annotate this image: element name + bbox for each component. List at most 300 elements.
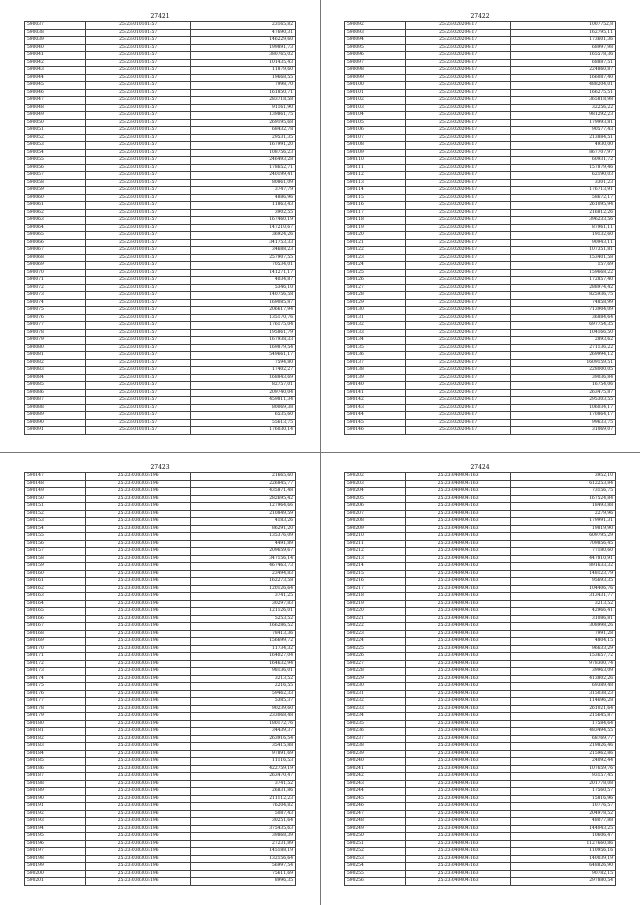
row-number: 590190 xyxy=(25,795,86,803)
cadastral-value: 8996,35 xyxy=(191,878,296,886)
cadastral-number: 25:23:030303:196 xyxy=(86,638,191,646)
cadastral-value: 7594,80 xyxy=(191,359,296,367)
row-number: 590220 xyxy=(345,608,406,616)
cadastral-value: 19668,55 xyxy=(191,74,296,82)
cadastral-value: 157,69 xyxy=(511,262,616,270)
cadastral-number: 25:23:010101:57 xyxy=(86,29,191,37)
table-row xyxy=(345,773,616,781)
cadastral-value: 209740,04 xyxy=(191,389,296,397)
cadastral-number: 25:23:030303:196 xyxy=(86,728,191,736)
cadastral-number: 25:23:040404:163 xyxy=(406,495,511,503)
table-row xyxy=(345,495,616,503)
row-number: 590078 xyxy=(25,329,86,337)
cadastral-number: 25:23:010101:57 xyxy=(86,419,191,427)
table-row xyxy=(25,427,296,435)
table-row xyxy=(25,690,296,698)
page-27422 xyxy=(344,12,616,435)
row-number: 590044 xyxy=(25,74,86,82)
row-number: 590147 xyxy=(25,473,86,481)
row-number: 590132 xyxy=(345,322,406,330)
cadastral-value: 159668,22 xyxy=(511,269,616,277)
table-row xyxy=(25,848,296,856)
table-row xyxy=(345,488,616,496)
cadastral-value: 167938,33 xyxy=(191,337,296,345)
row-number: 590063 xyxy=(25,217,86,225)
cadastral-value: 180172,76 xyxy=(191,720,296,728)
row-number: 590066 xyxy=(25,239,86,247)
row-number: 590207 xyxy=(345,510,406,518)
cadastral-value: 107659,76 xyxy=(511,765,616,773)
cadastral-number: 25:23:020204:17 xyxy=(406,22,511,30)
cadastral-number: 25:23:040404:163 xyxy=(406,578,511,586)
table-row xyxy=(25,600,296,608)
cadastral-value: 169879,54 xyxy=(191,344,296,352)
cadastral-number: 25:23:010101:57 xyxy=(86,397,191,405)
table-row xyxy=(345,675,616,683)
row-number: 590089 xyxy=(25,412,86,420)
table-row xyxy=(25,277,296,285)
cadastral-value: 36884,64 xyxy=(511,314,616,322)
row-number: 590234 xyxy=(345,713,406,721)
row-number: 590178 xyxy=(25,705,86,713)
row-number: 590163 xyxy=(25,593,86,601)
table-row xyxy=(345,419,616,427)
table-row xyxy=(345,503,616,511)
table-row xyxy=(25,59,296,67)
data-table xyxy=(24,21,296,435)
table-row xyxy=(345,44,616,52)
table-row xyxy=(345,104,616,112)
row-number: 590144 xyxy=(345,412,406,420)
row-number: 590113 xyxy=(345,179,406,187)
table-row xyxy=(25,127,296,135)
cadastral-number: 25:23:040404:163 xyxy=(406,878,511,886)
row-number: 590120 xyxy=(345,232,406,240)
cadastral-number: 25:23:040404:163 xyxy=(406,803,511,811)
row-number: 590045 xyxy=(25,82,86,90)
row-number: 590082 xyxy=(25,359,86,367)
cadastral-number: 25:23:040404:163 xyxy=(406,675,511,683)
row-number: 590042 xyxy=(25,59,86,67)
row-number: 590176 xyxy=(25,690,86,698)
table-row xyxy=(25,374,296,382)
cadastral-value: 166275,51 xyxy=(511,89,616,97)
cadastral-number: 25:23:040404:163 xyxy=(406,638,511,646)
cadastral-value: 308998,26 xyxy=(511,623,616,631)
cadastral-number: 25:23:010101:57 xyxy=(86,74,191,82)
cadastral-number: 25:23:030303:196 xyxy=(86,810,191,818)
cadastral-value: 162795,11 xyxy=(511,29,616,37)
cadastral-number: 25:23:040404:163 xyxy=(406,788,511,796)
cadastral-value: 176175,04 xyxy=(191,322,296,330)
cadastral-value: 17560,57 xyxy=(511,788,616,796)
table-row xyxy=(345,322,616,330)
table-row xyxy=(345,600,616,608)
cadastral-value: 19132,60 xyxy=(511,232,616,240)
row-number: 590211 xyxy=(345,540,406,548)
row-number: 590180 xyxy=(25,720,86,728)
cadastral-number: 25:23:040404:163 xyxy=(406,780,511,788)
cadastral-number: 25:23:010101:57 xyxy=(86,202,191,210)
cadastral-value: 59462,33 xyxy=(191,690,296,698)
cadastral-number: 25:23:020204:17 xyxy=(406,127,511,135)
cadastral-value: 162273,58 xyxy=(191,578,296,586)
row-number: 590203 xyxy=(345,480,406,488)
row-number: 590070 xyxy=(25,269,86,277)
cadastral-number: 25:23:030303:196 xyxy=(86,645,191,653)
row-number: 590158 xyxy=(25,555,86,563)
cadastral-value: 146229,60 xyxy=(191,37,296,45)
cadastral-value: 31086,81 xyxy=(511,615,616,623)
cadastral-number: 25:23:010101:57 xyxy=(86,119,191,127)
row-number: 590099 xyxy=(345,74,406,82)
page-title: 27423 xyxy=(150,464,170,471)
row-number: 590090 xyxy=(25,419,86,427)
cadastral-number: 25:23:010101:57 xyxy=(86,127,191,135)
table-row xyxy=(345,74,616,82)
table-row xyxy=(25,337,296,345)
cadastral-value: 488204,01 xyxy=(511,82,616,90)
row-number: 590061 xyxy=(25,202,86,210)
table-row xyxy=(25,232,296,240)
row-number: 590174 xyxy=(25,675,86,683)
table-row xyxy=(25,870,296,878)
cadastral-value: 11879,60 xyxy=(191,67,296,75)
table-row xyxy=(25,818,296,826)
row-number: 590119 xyxy=(345,224,406,232)
row-number: 590254 xyxy=(345,863,406,871)
cadastral-number: 25:23:040404:163 xyxy=(406,593,511,601)
table-row xyxy=(25,563,296,571)
cadastral-value: 209659,67 xyxy=(191,548,296,556)
table-row xyxy=(345,818,616,826)
cadastral-value: 2216,55 xyxy=(191,683,296,691)
cadastral-value: 4491,89 xyxy=(191,540,296,548)
row-number: 590087 xyxy=(25,397,86,405)
cadastral-value: 3213,52 xyxy=(511,600,616,608)
row-number: 590199 xyxy=(25,863,86,871)
cadastral-number: 25:23:030303:196 xyxy=(86,578,191,586)
row-number: 590217 xyxy=(345,585,406,593)
table-row xyxy=(345,427,616,435)
table-row xyxy=(25,548,296,556)
cadastral-value: 164027,04 xyxy=(191,653,296,661)
row-number: 590095 xyxy=(345,44,406,52)
table-row xyxy=(345,112,616,120)
cadastral-number: 25:23:020204:17 xyxy=(406,82,511,90)
table-row xyxy=(345,404,616,412)
cadastral-value: 697754,35 xyxy=(511,322,616,330)
cadastral-value: 140039,19 xyxy=(511,855,616,863)
cadastral-number: 25:23:030303:196 xyxy=(86,675,191,683)
cadastral-number: 25:23:030303:196 xyxy=(86,855,191,863)
cadastral-number: 25:23:020204:17 xyxy=(406,224,511,232)
cadastral-value: 341753,33 xyxy=(191,239,296,247)
cadastral-value: 73156,75 xyxy=(511,488,616,496)
cadastral-value: 170864,17 xyxy=(511,412,616,420)
cadastral-number: 25:23:040404:163 xyxy=(406,833,511,841)
row-number: 590206 xyxy=(345,503,406,511)
cadastral-value: 228000,05 xyxy=(511,367,616,375)
table-row xyxy=(25,533,296,541)
table-row xyxy=(25,262,296,270)
table-row xyxy=(345,314,616,322)
cadastral-value: 23494,83 xyxy=(191,570,296,578)
row-number: 590225 xyxy=(345,645,406,653)
cadastral-number: 25:23:020204:17 xyxy=(406,119,511,127)
cadastral-number: 25:23:030303:196 xyxy=(86,735,191,743)
table-row xyxy=(345,262,616,270)
row-number: 590122 xyxy=(345,247,406,255)
cadastral-value: 135170,76 xyxy=(191,314,296,322)
cadastral-value: 257907,55 xyxy=(191,254,296,262)
cadastral-value: 483494,55 xyxy=(511,728,616,736)
cadastral-value: 172857,40 xyxy=(511,277,616,285)
row-number: 590162 xyxy=(25,585,86,593)
cadastral-number: 25:23:010101:57 xyxy=(86,149,191,157)
cadastral-value: 86291,20 xyxy=(191,525,296,533)
row-number: 590249 xyxy=(345,825,406,833)
row-number: 590224 xyxy=(345,638,406,646)
table-row xyxy=(25,630,296,638)
row-number: 590159 xyxy=(25,563,86,571)
table-row xyxy=(25,344,296,352)
cadastral-value: 5346,10 xyxy=(191,284,296,292)
data-table xyxy=(24,472,296,886)
cadastral-value: 178652,71 xyxy=(191,164,296,172)
cadastral-value: 11116,53 xyxy=(191,758,296,766)
cadastral-value: 77180,60 xyxy=(511,548,616,556)
cadastral-number: 25:23:020204:17 xyxy=(406,374,511,382)
cadastral-value: 167991,20 xyxy=(191,142,296,150)
cadastral-value: 380765,02 xyxy=(191,52,296,60)
cadastral-value: 68769,77 xyxy=(511,735,616,743)
cadastral-value: 15816,96 xyxy=(511,795,616,803)
cadastral-number: 25:23:020204:17 xyxy=(406,367,511,375)
cadastral-value: 288974,42 xyxy=(511,284,616,292)
cadastral-number: 25:23:010101:57 xyxy=(86,352,191,360)
table-row xyxy=(345,720,616,728)
cadastral-value: 4804,15 xyxy=(511,638,616,646)
cadastral-number: 25:23:040404:163 xyxy=(406,765,511,773)
table-row xyxy=(25,720,296,728)
table-row xyxy=(25,104,296,112)
table-row xyxy=(345,585,616,593)
row-number: 590076 xyxy=(25,314,86,322)
row-number: 590216 xyxy=(345,578,406,586)
cadastral-number: 25:23:040404:163 xyxy=(406,773,511,781)
cadastral-number: 25:23:010101:57 xyxy=(86,224,191,232)
table-row xyxy=(25,89,296,97)
table-row xyxy=(345,510,616,518)
cadastral-number: 25:23:020204:17 xyxy=(406,427,511,435)
table-row xyxy=(25,74,296,82)
cadastral-value: 173601,36 xyxy=(511,37,616,45)
cadastral-value: 195861,79 xyxy=(191,329,296,337)
cadastral-value: 36924,26 xyxy=(191,232,296,240)
row-number: 590129 xyxy=(345,299,406,307)
cadastral-number: 25:23:010101:57 xyxy=(86,172,191,180)
cadastral-number: 25:23:020204:17 xyxy=(406,314,511,322)
cadastral-value: 295303,55 xyxy=(511,397,616,405)
table-row xyxy=(25,803,296,811)
cadastral-value: 3952,10 xyxy=(511,473,616,481)
row-number: 590096 xyxy=(345,52,406,60)
cadastral-value: 147210,67 xyxy=(191,224,296,232)
cadastral-value: 2279,96 xyxy=(511,510,616,518)
row-number: 590135 xyxy=(345,344,406,352)
cadastral-number: 25:23:010101:57 xyxy=(86,359,191,367)
cadastral-value: 4930,00 xyxy=(511,142,616,150)
cadastral-number: 25:23:010101:57 xyxy=(86,427,191,435)
cadastral-number: 25:23:020204:17 xyxy=(406,67,511,75)
cadastral-value: 93157,45 xyxy=(511,773,616,781)
row-number: 590146 xyxy=(345,427,406,435)
row-number: 590106 xyxy=(345,127,406,135)
cadastral-value: 282695,42 xyxy=(191,495,296,503)
table-row xyxy=(345,97,616,105)
cadastral-number: 25:23:030303:196 xyxy=(86,510,191,518)
cadastral-value: 39868,39 xyxy=(191,833,296,841)
cadastral-number: 25:23:020204:17 xyxy=(406,397,511,405)
cadastral-number: 25:23:030303:196 xyxy=(86,623,191,631)
cadastral-number: 25:23:030303:196 xyxy=(86,585,191,593)
row-number: 590215 xyxy=(345,570,406,578)
table-row xyxy=(345,870,616,878)
cadastral-value: 11863,43 xyxy=(191,202,296,210)
row-number: 590256 xyxy=(345,878,406,886)
cadastral-value: 104406,76 xyxy=(511,585,616,593)
row-number: 590075 xyxy=(25,307,86,315)
cadastral-value: 11734,32 xyxy=(191,645,296,653)
cadastral-number: 25:23:040404:163 xyxy=(406,818,511,826)
cadastral-value: 34439,37 xyxy=(191,728,296,736)
cadastral-value: 135376,09 xyxy=(191,533,296,541)
cadastral-value: 55613,75 xyxy=(191,419,296,427)
cadastral-number: 25:23:030303:196 xyxy=(86,825,191,833)
row-number: 590088 xyxy=(25,404,86,412)
table-row xyxy=(345,412,616,420)
row-number: 590130 xyxy=(345,307,406,315)
cadastral-value: 179991,31 xyxy=(511,518,616,526)
table-row xyxy=(345,743,616,751)
cadastral-value: 144043,25 xyxy=(511,825,616,833)
cadastral-number: 25:23:010101:57 xyxy=(86,284,191,292)
row-number: 590038 xyxy=(25,29,86,37)
cadastral-number: 25:23:040404:163 xyxy=(406,623,511,631)
row-number: 590116 xyxy=(345,202,406,210)
cadastral-number: 25:23:040404:163 xyxy=(406,668,511,676)
table-row xyxy=(345,810,616,818)
table-row xyxy=(345,593,616,601)
cadastral-value: 106034,17 xyxy=(511,404,616,412)
cadastral-number: 25:23:010101:57 xyxy=(86,374,191,382)
table-row xyxy=(345,690,616,698)
row-number: 590166 xyxy=(25,615,86,623)
cadastral-value: 80069,38 xyxy=(191,404,296,412)
cadastral-number: 25:23:020204:17 xyxy=(406,112,511,120)
cadastral-number: 25:23:010101:57 xyxy=(86,247,191,255)
table-row xyxy=(345,660,616,668)
cadastral-number: 25:23:040404:163 xyxy=(406,570,511,578)
table-row xyxy=(25,112,296,120)
cadastral-value: 246493,28 xyxy=(191,157,296,165)
cadastral-value: 396233,56 xyxy=(511,217,616,225)
cadastral-number: 25:23:040404:163 xyxy=(406,698,511,706)
cadastral-number: 25:23:010101:57 xyxy=(86,37,191,45)
cadastral-number: 25:23:040404:163 xyxy=(406,743,511,751)
table-row xyxy=(345,277,616,285)
cadastral-value: 176030,14 xyxy=(191,427,296,435)
cadastral-number: 25:23:020204:17 xyxy=(406,404,511,412)
row-number: 590148 xyxy=(25,480,86,488)
row-number: 590227 xyxy=(345,660,406,668)
table-row xyxy=(345,645,616,653)
cadastral-value: 609795,29 xyxy=(511,533,616,541)
row-number: 590167 xyxy=(25,623,86,631)
table-row xyxy=(25,164,296,172)
row-number: 590241 xyxy=(345,765,406,773)
cadastral-number: 25:23:020204:17 xyxy=(406,217,511,225)
table-row xyxy=(25,645,296,653)
cadastral-number: 25:23:020204:17 xyxy=(406,247,511,255)
cadastral-number: 25:23:040404:163 xyxy=(406,563,511,571)
row-number: 590233 xyxy=(345,705,406,713)
cadastral-value: 99633,75 xyxy=(511,419,616,427)
table-row xyxy=(345,59,616,67)
table-row xyxy=(345,224,616,232)
cadastral-value: 104166,50 xyxy=(511,329,616,337)
row-number: 590074 xyxy=(25,299,86,307)
table-row xyxy=(345,570,616,578)
row-number: 590123 xyxy=(345,254,406,262)
table-row xyxy=(25,683,296,691)
table-row xyxy=(25,299,296,307)
cadastral-value: 156699,72 xyxy=(191,638,296,646)
row-number: 590062 xyxy=(25,209,86,217)
cadastral-number: 25:23:020204:17 xyxy=(406,29,511,37)
table-row xyxy=(25,322,296,330)
cadastral-value: 17402,27 xyxy=(191,367,296,375)
cadastral-number: 25:23:020204:17 xyxy=(406,277,511,285)
row-number: 590197 xyxy=(25,848,86,856)
cadastral-value: 91161,90 xyxy=(191,104,296,112)
table-row xyxy=(345,187,616,195)
cadastral-number: 25:23:020204:17 xyxy=(406,44,511,52)
cadastral-value: 447810,91 xyxy=(511,555,616,563)
cadastral-number: 25:23:010101:57 xyxy=(86,217,191,225)
cadastral-value: 24092,44 xyxy=(511,758,616,766)
table-row xyxy=(25,412,296,420)
cadastral-number: 25:23:010101:57 xyxy=(86,292,191,300)
table-row xyxy=(345,352,616,360)
table-row xyxy=(345,254,616,262)
cadastral-number: 25:23:040404:163 xyxy=(406,855,511,863)
cadastral-number: 25:23:040404:163 xyxy=(406,840,511,848)
table-row xyxy=(345,533,616,541)
cadastral-value: 240199,41 xyxy=(191,172,296,180)
row-number: 590142 xyxy=(345,397,406,405)
cadastral-value: 271136,22 xyxy=(511,344,616,352)
row-number: 590251 xyxy=(345,840,406,848)
table-row xyxy=(25,705,296,713)
table-row xyxy=(25,473,296,481)
cadastral-number: 25:23:040404:163 xyxy=(406,848,511,856)
cadastral-value: 164632,94 xyxy=(191,660,296,668)
table-row xyxy=(345,623,616,631)
row-number: 590080 xyxy=(25,344,86,352)
row-number: 590138 xyxy=(345,367,406,375)
